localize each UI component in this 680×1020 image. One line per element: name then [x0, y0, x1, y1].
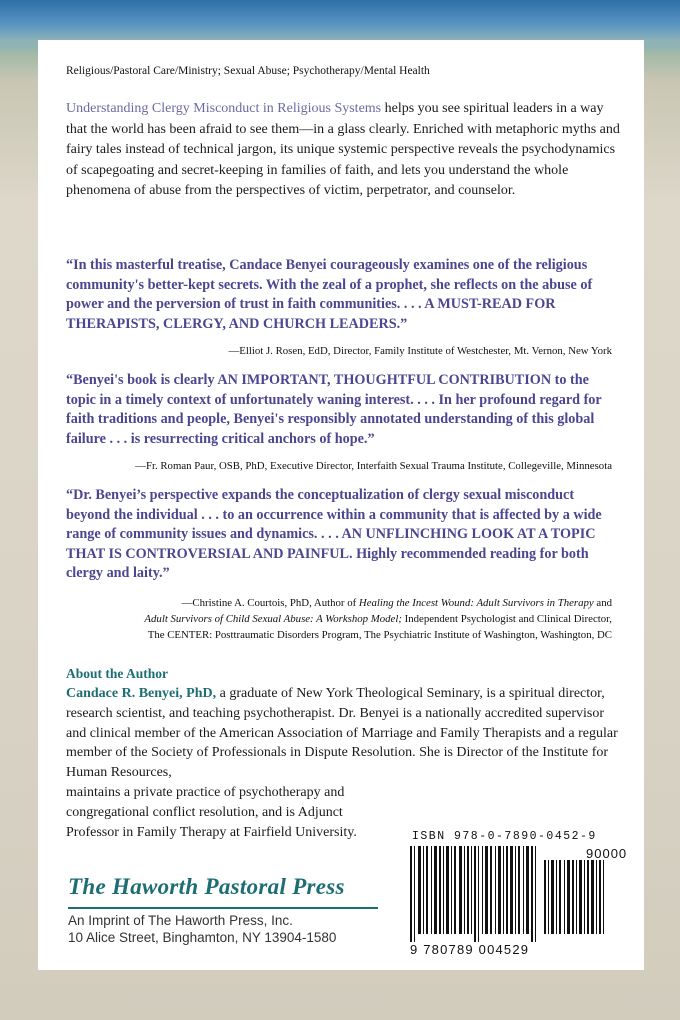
book-title: Understanding Clergy Misconduct in Religious Systems	[66, 101, 382, 116]
quote-1: “In this masterful treatise, Candace Benyei courageously examines one of the religious community's better-kept secrets. With the zeal of a prophet, she reflects on the abuse of power and the perversion of trust in faith communities. . . . A MUST-READ FOR THERAPISTS, CLERGY, AND CHURCH LEADERS.”	[66, 257, 593, 332]
quote-2-attribution: —Fr. Roman Paur, OSB, PhD, Executive Director, Interfaith Sexual Trauma Institute, Collegeville, Minnesota	[135, 460, 612, 472]
quote-1-attribution: —Elliot J. Rosen, EdD, Director, Family Institute of Westchester, Mt. Vernon, New York	[228, 345, 612, 357]
author-name: Candace R. Benyei, PhD,	[66, 686, 217, 701]
quote-3: “Dr. Benyei’s perspective expands the conceptualization of clergy sexual misconduct beyond the individual . . . to an occurrence within a community that is affected by a wide range of community issues and dynamics. . . . AN UNFLINCHING LOOK AT A TOPIC THAT IS CONTROVERSIAL AND PAINFUL. Highly recommended reading for both clergy and laity.”	[66, 487, 602, 582]
barcode-price-code: 90000	[586, 846, 628, 861]
intro-text: helps you see spiritual leaders in a way that the world has been afraid to see them—in a glass clearly. Enriched with metaphoric myths and fairy tales instead of technical jargon, its unique systemic perspective reveals the psychodynamics of scapegoating and secret-keeping in families of faith, and lets you understand the whole phenomena of abuse from the perspectives of victim, perpetrator, and counselor.	[66, 101, 620, 198]
category-line: Religious/Pastoral Care/Ministry; Sexual Abuse; Psychotherapy/Mental Health	[66, 65, 430, 77]
attr-and: and	[593, 597, 612, 609]
author-bio	[66, 684, 626, 783]
attr-rest-2: The CENTER: Posttraumatic Disorders Program, The Psychiatric Institute of Washington, Washington, DC	[147, 629, 612, 641]
barcode-digits: 9 780789 004529	[410, 942, 530, 957]
quote-3-attribution	[52, 595, 612, 643]
attr-book-1: Healing the Incest Wound: Adult Survivors in Therapy	[358, 597, 594, 609]
attr-book-2: Adult Survivors of Child Sexual Abuse: A Workshop Model;	[144, 613, 402, 625]
about-author-heading: About the Author	[66, 666, 169, 681]
imprint-line-2: 10 Alice Street, Binghamton, NY 13904-1580	[68, 930, 337, 945]
author-bio-continued: maintains a private practice of psychotherapy and congregational conflict resolution, and is Adjunct Professor in Family Therapy at Fairfield University.	[66, 785, 357, 840]
publisher-rule	[68, 907, 378, 909]
intro-paragraph	[66, 99, 621, 202]
isbn-text: ISBN 978-0-7890-0452-9	[412, 830, 597, 843]
imprint-line-1: An Imprint of The Haworth Press, Inc.	[68, 913, 293, 928]
author-bio-main: a graduate of New York Theological Seminary, is a spiritual director, research scientist, and teaching psychotherapist. Dr. Benyei is a nationally accredited supervisor and clinical member of the American Association of Marriage and Family Therapists and a regular member of the Society of Professionals in Dispute Resolution. She is Director of the Institute for Human Resources,	[66, 686, 618, 781]
back-cover-panel	[38, 40, 644, 970]
publisher-name: The Haworth Pastoral Press	[68, 874, 345, 899]
quote-2: “Benyei's book is clearly AN IMPORTANT, THOUGHTFUL CONTRIBUTION to the topic in a timely context of unfortunately waning interest. . . . In her profound regard for faith traditions and people, Benyei's responsibly annotated understanding of this global failure . . . is resurrecting critical anchors of hope.”	[66, 372, 602, 447]
attr-prefix: —Christine A. Courtois, PhD, Author of	[181, 597, 359, 609]
attr-rest-1: Independent Psychologist and Clinical Director,	[401, 613, 612, 625]
publisher-imprint	[68, 912, 336, 946]
